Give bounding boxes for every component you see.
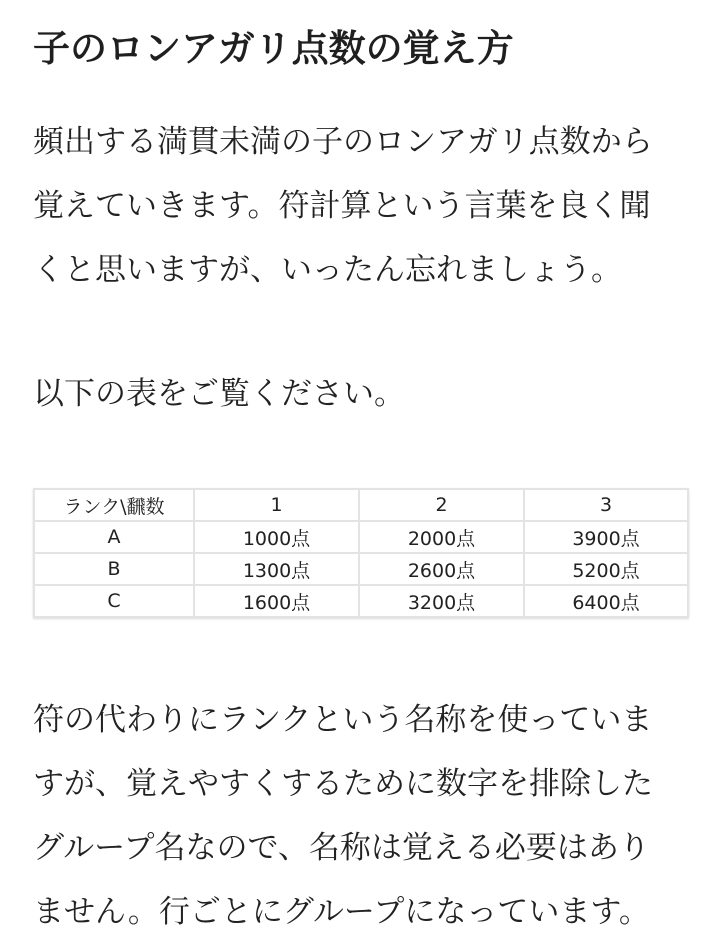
table-cell: 1300点: [194, 553, 359, 585]
table-row: [34, 521, 688, 553]
table-cell: B: [34, 553, 194, 585]
table-header-cell: 2: [359, 489, 524, 521]
table-cell: 1600点: [194, 585, 359, 617]
table-row: [34, 585, 688, 617]
outro-line: すが、覚えやすくするために数字を排除した: [33, 766, 653, 802]
table-cell: 3900点: [524, 521, 688, 553]
table-cell: 1000点: [194, 521, 359, 553]
article-title: 子のロンアガリ点数の覚え方: [33, 27, 514, 70]
intro-line: くと思いますが、いったん忘れましょう。: [33, 252, 622, 288]
table-cell: C: [34, 585, 194, 617]
intro-line: 覚えていきます。符計算という言葉を良く聞: [33, 188, 651, 224]
table-row: [34, 553, 688, 585]
table-cell: 5200点: [524, 553, 688, 585]
outro-line: グループ名なので、名称は覚える必要はあり: [33, 830, 650, 866]
outro-line: ません。行ごとにグループになっています。: [33, 894, 650, 930]
table-cell: 2000点: [359, 521, 524, 553]
table-header-cell: 1: [194, 489, 359, 521]
table-cell: 6400点: [524, 585, 688, 617]
table-lead-text: 以下の表をご覧ください。: [33, 376, 405, 412]
table-cell: 3200点: [359, 585, 524, 617]
table-header-cell: 3: [524, 489, 688, 521]
intro-line: 頻出する満貫未満の子のロンアガリ点数から: [33, 124, 653, 160]
table-cell: A: [34, 521, 194, 553]
table-cell: 2600点: [359, 553, 524, 585]
outro-line: 符の代わりにランクという名称を使っていま: [33, 702, 653, 738]
table-header-cell: ランク\飜数: [34, 489, 194, 521]
table-header-row: [34, 489, 688, 521]
rank-score-table: [33, 488, 689, 618]
